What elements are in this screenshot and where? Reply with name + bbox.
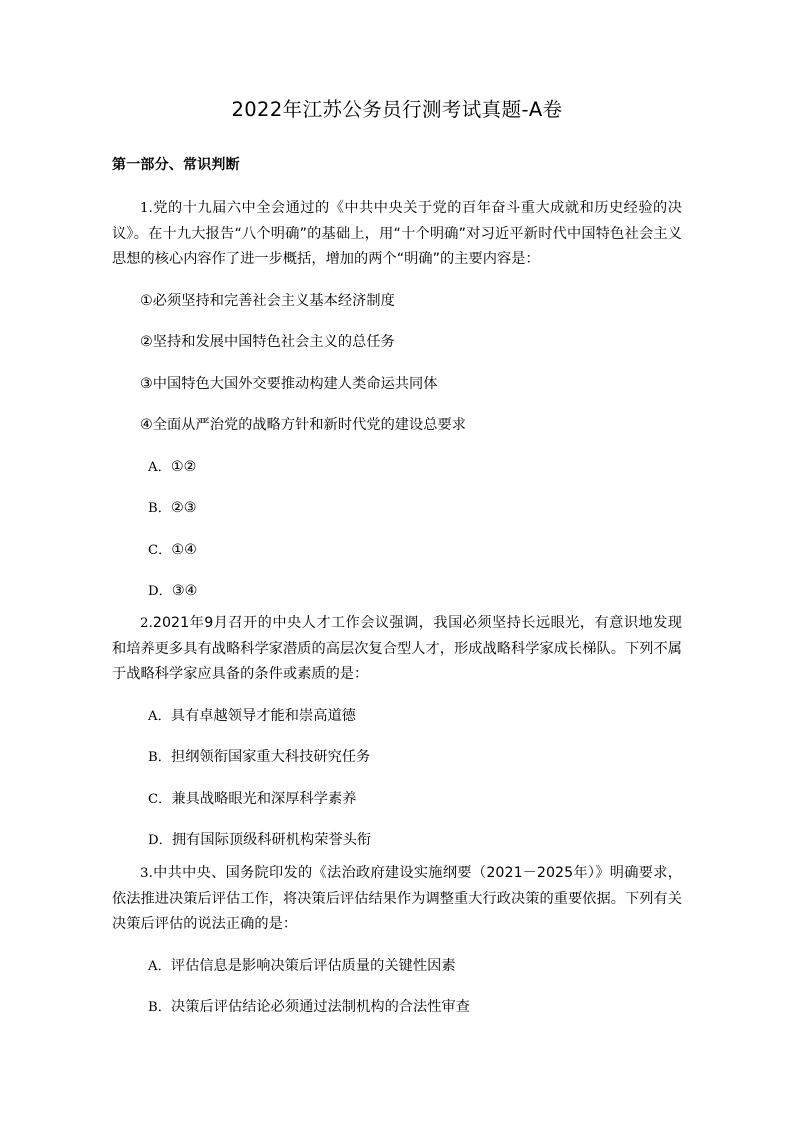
option-separator: ． <box>157 1000 171 1015</box>
spacer <box>112 563 682 579</box>
question-2-option-d[interactable] <box>112 828 682 854</box>
question-1-stem <box>112 196 682 273</box>
question-1-option-a[interactable] <box>112 455 682 481</box>
option-letter: D <box>148 584 159 599</box>
question-2-stem <box>112 611 682 688</box>
question-2-text: 2021年9月召开的中央人才工作会议强调，我国必须坚持长远眼光，有意识地发现和培养更多具有战略科学家潜质的高层次复合型人才，形成战略科学家成长梯队。下列不属于战略科学家应具备的条件或素质的是： <box>112 615 682 682</box>
option-text: ①④ <box>171 541 197 558</box>
question-1-statement-1: ①必须坚持和完善社会主义基本经济制度 <box>140 292 395 309</box>
option-letter: D <box>148 833 159 848</box>
option-text: 担纲领衔国家重大科技研究任务 <box>171 749 371 765</box>
question-block-1 <box>112 196 682 605</box>
question-1-number: 1. <box>140 201 153 216</box>
question-2-option-a[interactable] <box>112 704 682 730</box>
option-text: ③④ <box>171 583 198 599</box>
spacer <box>112 480 682 496</box>
option-letter: C <box>148 542 159 558</box>
spacer <box>112 812 682 828</box>
option-separator: ． <box>157 708 171 724</box>
question-3-number: 3. <box>140 866 153 881</box>
option-text: 决策后评估结论必须通过法制机构的合法性审查 <box>171 999 470 1015</box>
question-1-statement-2: ②坚持和发展中国特色社会主义的总任务 <box>140 334 395 350</box>
spacer <box>112 522 682 538</box>
option-separator: ． <box>157 501 171 516</box>
option-text: ①② <box>170 458 197 475</box>
option-separator: ． <box>158 542 172 558</box>
option-letter: C <box>148 791 159 807</box>
spacer <box>112 439 682 455</box>
option-separator: ． <box>157 459 171 475</box>
option-text: 具有卓越领导才能和崇高道德 <box>170 707 356 724</box>
option-text: 拥有国际顶级科研机构荣誉头衔 <box>171 832 372 848</box>
question-block-2 <box>112 611 682 854</box>
question-2-option-b[interactable] <box>112 745 682 771</box>
section-heading: 第一部分、常识判断 <box>112 157 240 173</box>
question-1-option-d[interactable] <box>112 579 682 605</box>
question-3-option-a[interactable] <box>112 954 682 980</box>
spacer <box>112 771 682 787</box>
question-1-text: 党的十九届六中全会通过的《中共中央关于党的百年奋斗重大成就和历史经验的决议》。在十九大报告“八个明确”的基础上，用“十个明确”对习近平新时代中国特色社会主义思想的核心内容作了进一步概括，增加的两个“明确”的主要内容是： <box>112 200 682 267</box>
question-3-option-b[interactable] <box>112 995 682 1021</box>
option-text: ②③ <box>171 500 197 516</box>
option-separator: ． <box>157 750 171 765</box>
spacer <box>112 979 682 995</box>
option-text: 评估信息是影响决策后评估质量的关键性因素 <box>170 957 456 974</box>
option-letter: A <box>148 459 158 475</box>
spacer <box>112 688 682 704</box>
option-separator: ． <box>157 958 171 974</box>
spacer <box>112 314 682 330</box>
question-1-statement-3: ③中国特色大国外交要推动构建人类命运共同体 <box>140 375 438 392</box>
page-title: 2022年江苏公务员行测考试真题-A卷 <box>231 98 563 121</box>
question-3-text: 中共中央、国务院印发的《法治政府建设实施纲要（2021－2025年）》明确要求，依法推进决策后评估工作，将决策后评估结果作为调整重大行政决策的重要依据。下列有关决策后评估的说法正确的是： <box>112 865 682 932</box>
spacer <box>112 356 682 372</box>
question-block-3 <box>112 861 682 1021</box>
spacer <box>112 273 682 289</box>
option-letter: B <box>148 750 158 765</box>
question-2-number: 2. <box>140 616 153 631</box>
spacer <box>112 729 682 745</box>
question-2-option-c[interactable] <box>112 787 682 813</box>
spacer <box>112 938 682 954</box>
option-text: 兼具战略眼光和深厚科学素养 <box>171 790 357 807</box>
question-1-option-b[interactable] <box>112 496 682 522</box>
option-letter: B <box>148 1000 158 1015</box>
question-1-statement-4: ④全面从严治党的战略方针和新时代党的建设总要求 <box>140 417 466 433</box>
option-separator: ． <box>158 791 172 807</box>
spacer <box>112 397 682 413</box>
option-letter: A <box>148 958 158 974</box>
question-3-stem <box>112 861 682 938</box>
option-separator: ． <box>158 584 172 599</box>
option-separator: ． <box>158 833 172 848</box>
option-letter: A <box>148 708 158 724</box>
option-letter: B <box>148 501 158 516</box>
question-1-option-c[interactable] <box>112 538 682 564</box>
